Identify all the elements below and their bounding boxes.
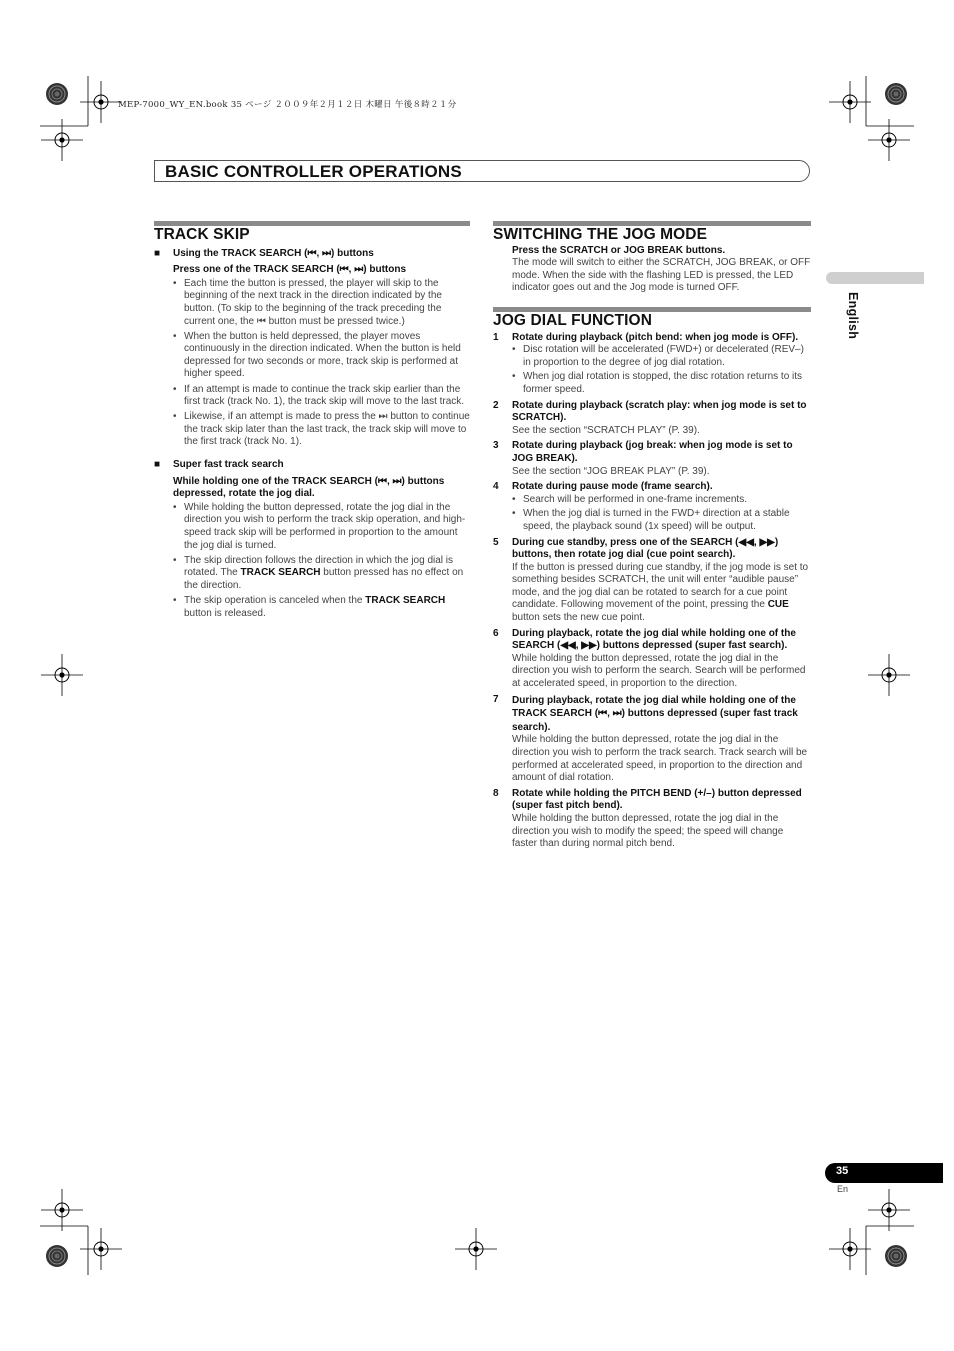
step-body [493, 562, 811, 625]
chapter-header [154, 160, 810, 182]
step-body: While holding the button depressed, rotate the jog dial in the direction you wish to modify the speed; the speed will change faster than during normal pitch bend. [512, 812, 784, 850]
subsection-heading [154, 459, 470, 472]
list-item [154, 555, 470, 593]
bullet-icon: • [173, 501, 177, 513]
list-item-text: The skip direction follows the direction in which the jog dial is rotated. The [184, 554, 454, 579]
section-title: SWITCHING THE JOG MODE [493, 226, 708, 243]
step-body: While holding the button depressed, rotate the jog dial in the direction you wish to perform the search. Search will be performed at accelerated speed, in proportion to the direction. [512, 652, 806, 690]
list-item [493, 371, 811, 396]
paragraph: The mode will switch to either the SCRATCH, JOG BREAK, or OFF mode. When the side with the flashing LED is pressed, the LED indicator goes out and the Jog mode is turned OFF. [512, 257, 811, 294]
button-name: CUE [767, 599, 789, 611]
step-number: 1 [493, 331, 499, 343]
list-item [493, 494, 811, 507]
registration-mark-icon [455, 1228, 497, 1270]
step-number: 3 [493, 440, 499, 452]
list-item [154, 278, 470, 328]
registration-mark-icon [80, 1228, 122, 1270]
step-body-text: If the button is pressed during cue standby, if the jog mode is set to something besides SCRATCH, the unit will enter “audible pause” mode, and the jog dial can be rotated to search for a cue point candidate. Following movement of the point, pressing the [512, 561, 809, 611]
square-bullet-icon: ■ [154, 247, 161, 259]
subsection-heading [154, 248, 470, 261]
step-number: 5 [493, 536, 499, 548]
list-item-text: When jog dial rotation is stopped, the disc rotation returns to its former speed. [523, 371, 803, 395]
step-heading: During playback, rotate the jog dial while holding one of the SEARCH (◀◀, ▶▶) buttons depressed (super fast search). [512, 627, 796, 652]
registration-mark-icon [868, 119, 910, 161]
language-tab-bar [826, 272, 924, 284]
step [493, 694, 811, 735]
list-item [154, 595, 470, 620]
step-heading: Rotate during playback (pitch bend: when jog mode is OFF). [512, 331, 799, 343]
step [493, 628, 811, 653]
list-item-text: If an attempt is made to continue the track skip earlier than the first track (track No. 1), the track skip will move to the last track. [184, 383, 465, 408]
square-bullet-icon: ■ [154, 459, 161, 470]
track-skip-section [154, 221, 470, 623]
registration-mark-icon [41, 1189, 83, 1231]
step-number: 2 [493, 399, 499, 411]
bullet-icon: • [512, 493, 516, 505]
registration-mark-icon [868, 1189, 910, 1231]
registration-mark-icon [41, 119, 83, 161]
list-item-text: Likewise, if an attempt is made to press the ⏭ button to continue the track skip later than the last track, the track skip will move to the first track (track No. 1). [184, 411, 470, 448]
registration-target-icon [885, 83, 907, 105]
registration-target-icon [46, 83, 68, 105]
list-item [493, 344, 811, 369]
section-title: JOG DIAL FUNCTION [493, 312, 653, 329]
registration-mark-icon [868, 654, 910, 696]
step [493, 537, 811, 562]
step-heading: Rotate during playback (jog break: when jog mode is set to JOG BREAK). [512, 440, 793, 464]
instruction: While holding one of the TRACK SEARCH (⏮, ⏭) buttons depressed, rotate the jog dial. [173, 475, 445, 500]
step-heading: During cue standby, press one of the SEARCH (◀◀, ▶▶) buttons, then rotate jog dial (cue point search). [512, 536, 779, 561]
list-item-text: When the button is held depressed, the player moves continuously in the direction indicated. When the button is held depressed for two seconds or more, track skip is performed at higher speed. [184, 330, 461, 380]
step-heading: Rotate while holding the PITCH BEND (+/–) button depressed (super fast pitch bend). [512, 787, 802, 812]
jog-dial-section [493, 307, 811, 851]
step [493, 440, 811, 465]
step-heading: Rotate during playback (scratch play: when jog mode is set to SCRATCH). [512, 399, 807, 424]
section-title: TRACK SKIP [154, 226, 250, 243]
bullet-icon: • [512, 344, 516, 356]
registration-mark-icon [829, 81, 871, 123]
language-label: English [846, 292, 860, 340]
step-number: 6 [493, 627, 499, 639]
bullet-icon: • [173, 594, 177, 606]
instruction: Press one of the TRACK SEARCH (⏮, ⏭) buttons [173, 264, 407, 276]
page-number: 35 [836, 1165, 849, 1177]
subsection-heading-text: Super fast track search [173, 459, 284, 470]
registration-mark-icon [41, 654, 83, 696]
list-item-text: Search will be performed in one-frame increments. [523, 493, 747, 505]
bullet-icon: • [173, 277, 177, 289]
list-item [154, 331, 470, 381]
step-body: See the section “SCRATCH PLAY” (P. 39). [512, 424, 700, 436]
page-language-code: En [837, 1184, 849, 1194]
bullet-icon: • [173, 330, 177, 342]
button-name: TRACK SEARCH [365, 594, 446, 606]
registration-mark-icon [829, 1228, 871, 1270]
chapter-title: BASIC CONTROLLER OPERATIONS [165, 162, 462, 181]
step [493, 788, 811, 813]
button-name: TRACK SEARCH [240, 567, 321, 579]
registration-target-icon [46, 1245, 68, 1267]
list-item [493, 508, 811, 533]
step-heading: During playback, rotate the jog dial while holding one of the TRACK SEARCH (⏮, ⏭) buttons depressed (super fast track search). [512, 694, 798, 733]
list-item [154, 384, 470, 409]
instruction: Press the SCRATCH or JOG BREAK buttons. [512, 244, 726, 256]
step-number: 4 [493, 481, 499, 493]
step [493, 332, 811, 345]
list-item [154, 502, 470, 552]
step [493, 481, 811, 494]
step-number: 7 [493, 693, 499, 705]
list-item-text: button pressed has no effect on the direction. [184, 567, 464, 591]
bullet-icon: • [512, 508, 516, 520]
list-item-text: When the jog dial is turned in the FWD+ direction at a stable speed, the playback sound (1x speed) will be output. [523, 508, 790, 532]
step-heading: Rotate during pause mode (frame search). [512, 481, 713, 493]
step-number: 8 [493, 787, 499, 799]
step [493, 400, 811, 425]
bullet-icon: • [512, 371, 516, 383]
bullet-icon: • [173, 383, 177, 395]
registration-target-icon [885, 1245, 907, 1267]
list-item-text: Each time the button is pressed, the player will skip to the beginning of the next track in the direction indicated by the button. (To skip to the beginning of the track preceding the current one, the ⏮ button must be pressed twice.) [184, 277, 442, 327]
list-item-text: The skip operation is canceled when the [184, 594, 366, 606]
registration-mark-icon [80, 81, 122, 123]
list-item [154, 411, 470, 449]
subsection-heading-text: Using the TRACK SEARCH (⏮, ⏭) buttons [173, 247, 374, 259]
list-item-text: While holding the button depressed, rotate the jog dial in the direction you wish to perform the track skip operation, and high-speed track skip will be performed in proportion to the amount the jog dial is turned. [184, 501, 466, 551]
step-body-text: button sets the new cue point. [512, 612, 645, 624]
bullet-icon: • [173, 554, 177, 566]
bullet-icon: • [173, 411, 177, 423]
list-item-text: button is released. [184, 607, 266, 619]
jog-mode-section [493, 221, 811, 295]
step-body: See the section “JOG BREAK PLAY” (P. 39). [512, 465, 710, 477]
list-item-text: Disc rotation will be accelerated (FWD+) or decelerated (REV–) in proportion to the degree of jog dial rotation. [523, 344, 804, 368]
step-body: While holding the button depressed, rotate the jog dial in the direction you wish to perform the track search. Track search will be performed at accelerated speed, in proportion to the direction and amount of dial rotation. [512, 734, 808, 784]
print-file-info: MEP-7000_WY_EN.book 35 ページ ２００９年２月１２日 木曜日 午後８時２１分 [118, 100, 457, 110]
